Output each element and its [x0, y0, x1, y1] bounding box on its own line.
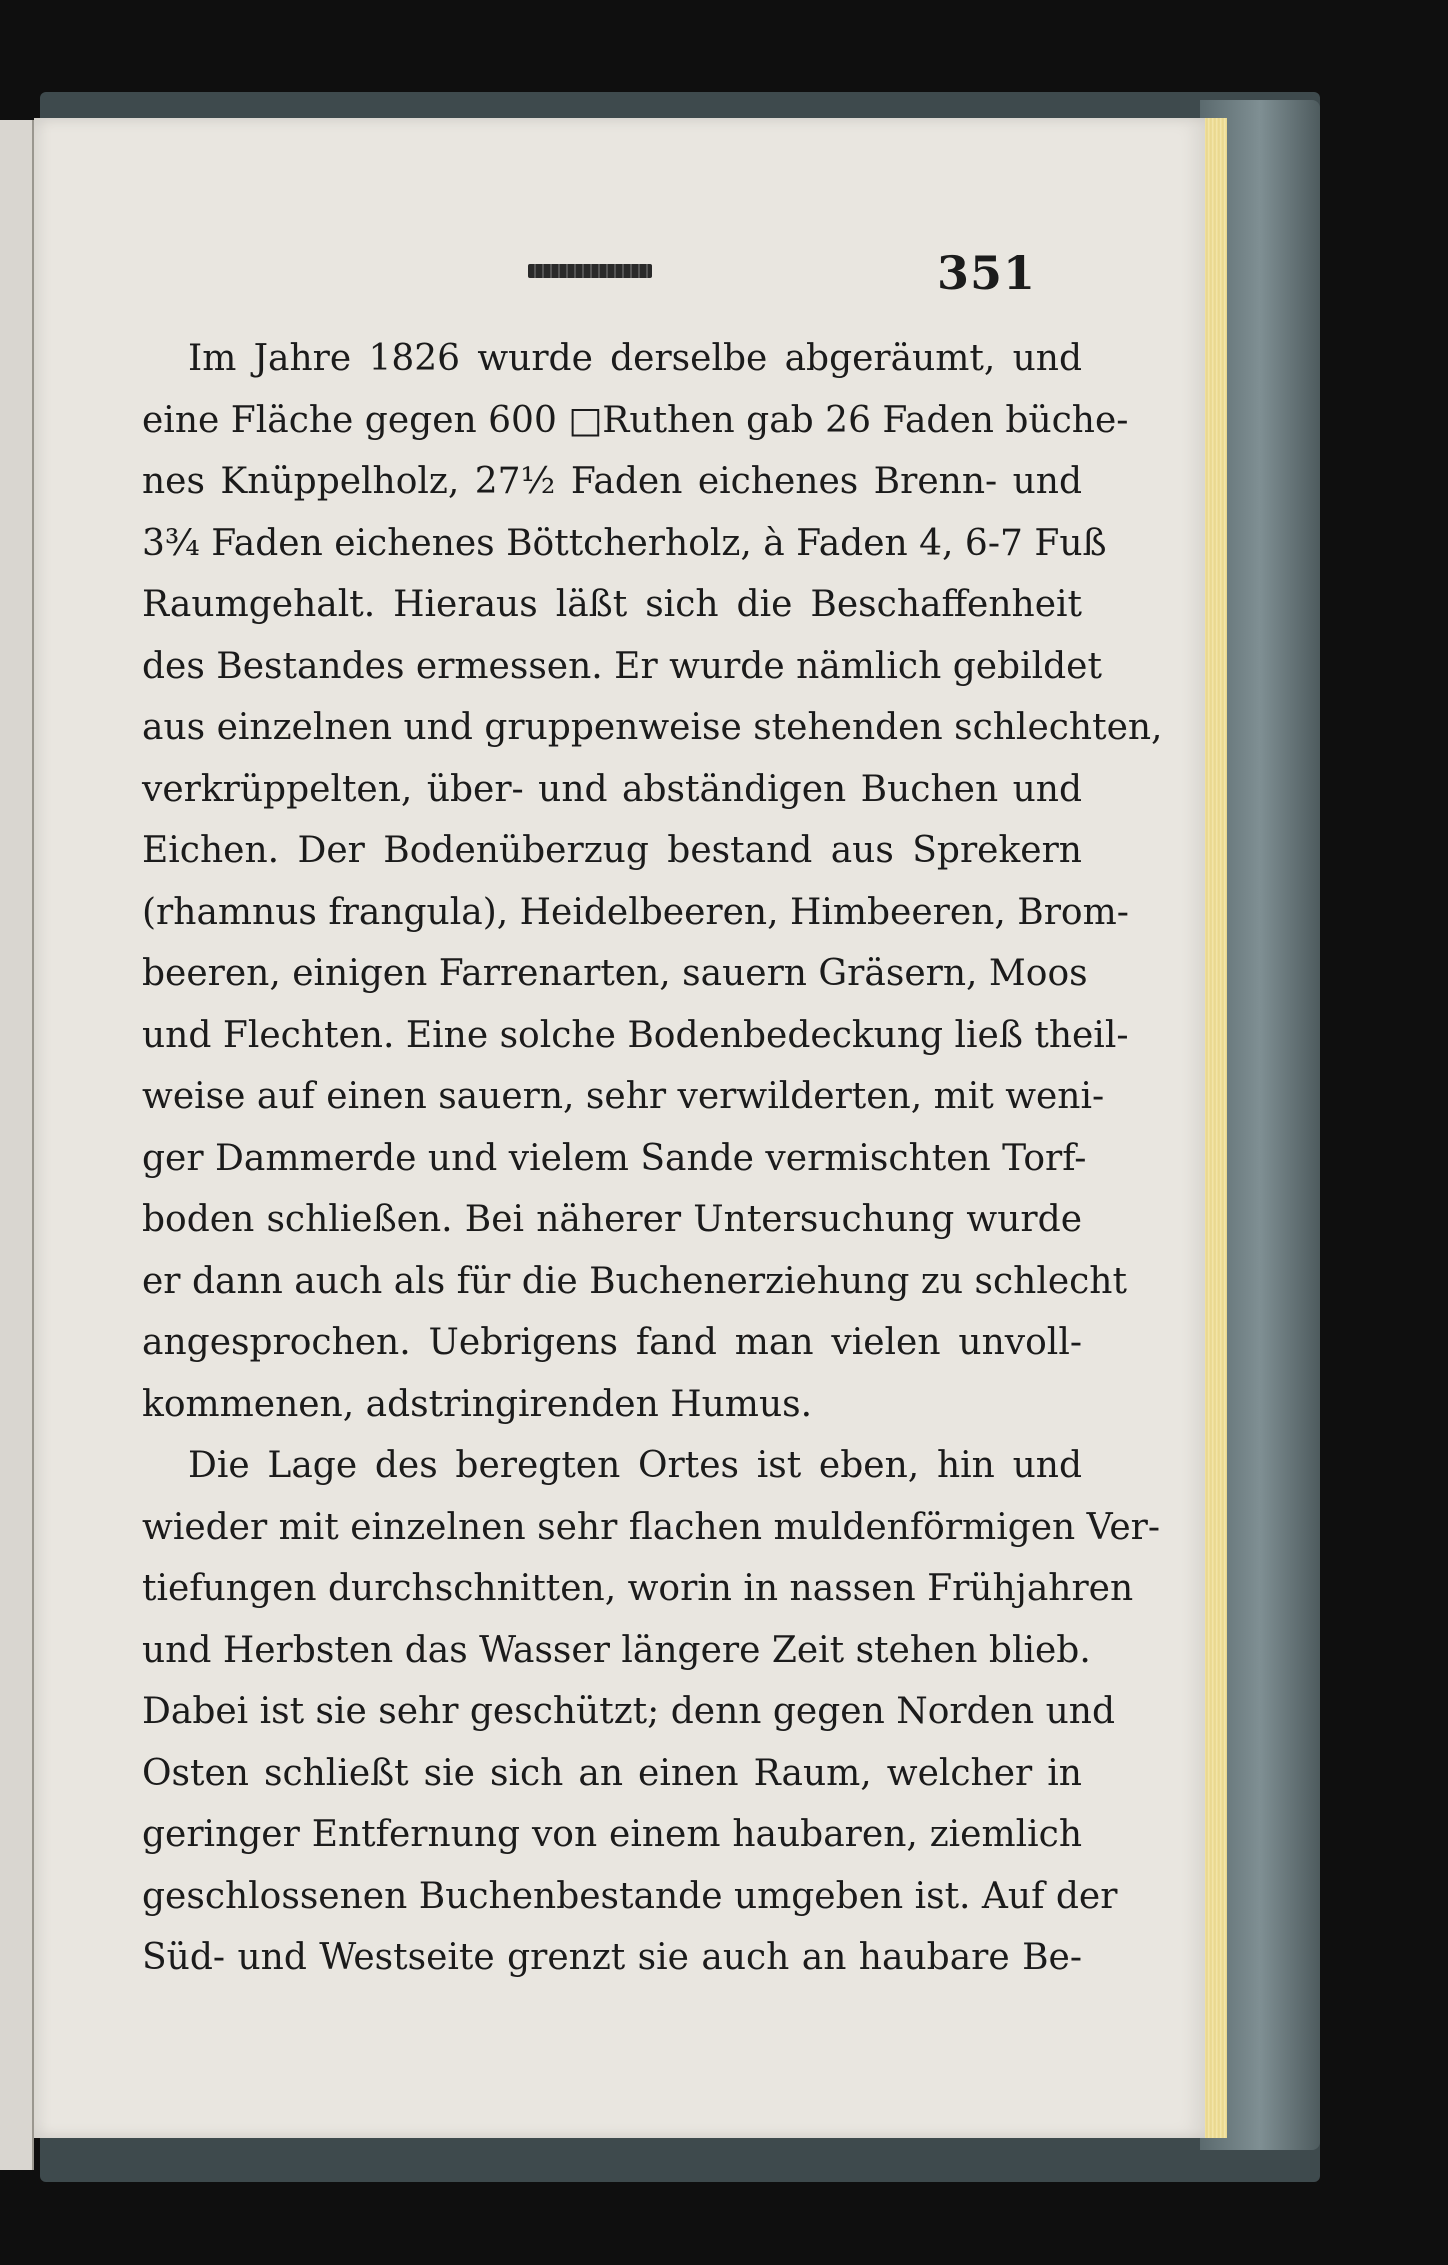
- page-number: 351: [936, 246, 1036, 300]
- text-line: Im Jahre 1826 wurde derselbe abgeräumt, und: [188, 338, 1082, 379]
- text-line: geringer Entfernung von einem haubaren, ziemlich: [142, 1814, 1082, 1855]
- book-page: [34, 118, 1206, 2138]
- page-text: [142, 328, 1163, 1989]
- text-line: eine Fläche gegen 600 □Ruthen gab 26 Faden büche-: [142, 399, 1129, 441]
- text-line: Dabei ist sie sehr geschützt; denn gegen Norden und: [142, 1691, 1115, 1732]
- text-line: Süd- und Westseite grenzt sie auch an haubare Be-: [142, 1937, 1082, 1978]
- text-line: ger Dammerde und vielem Sande vermischten Torf-: [142, 1137, 1087, 1179]
- text-line: und Flechten. Eine solche Bodenbedeckung ließ theil-: [142, 1014, 1129, 1056]
- text-line: 3¾ Faden eichenes Böttcherholz, à Faden 4, 6-7 Fuß: [142, 522, 1107, 564]
- text-line: geschlossenen Buchenbestande umgeben ist. Auf der: [142, 1875, 1118, 1917]
- text-line: wieder mit einzelnen sehr flachen muldenförmigen Ver-: [142, 1506, 1161, 1548]
- text-line: und Herbsten das Wasser längere Zeit stehen blieb.: [142, 1629, 1091, 1671]
- text-line: beeren, einigen Farrenarten, sauern Gräsern, Moos: [142, 953, 1088, 994]
- text-line: verkrüppelten, über- und abständigen Buchen und: [142, 768, 1082, 810]
- text-line: Die Lage des beregten Ortes ist eben, hin und: [188, 1445, 1082, 1486]
- text-line: tiefungen durchschnitten, worin in nassen Frühjahren: [142, 1568, 1134, 1609]
- text-line: angesprochen. Uebrigens fand man vielen unvoll-: [142, 1322, 1082, 1363]
- text-line: boden schließen. Bei näherer Untersuchung wurde: [142, 1199, 1082, 1240]
- text-line: er dann auch als für die Buchenerziehung zu schlecht: [142, 1260, 1127, 1302]
- paragraph-2: [142, 1435, 1161, 1989]
- text-line: nes Knüppelholz, 27½ Faden eichenes Brenn- und: [142, 461, 1082, 502]
- text-line: kommenen, adstringirenden Humus.: [142, 1383, 813, 1425]
- text-line: Raumgehalt. Hieraus läßt sich die Beschaffenheit: [142, 584, 1082, 625]
- page-edges: [1205, 118, 1227, 2138]
- header-ornament: [528, 264, 652, 278]
- text-line: des Bestandes ermessen. Er wurde nämlich gebildet: [142, 645, 1102, 687]
- text-line: (rhamnus frangula), Heidelbeeren, Himbeeren, Brom-: [142, 891, 1129, 933]
- text-line: Osten schließt sie sich an einen Raum, welcher in: [142, 1752, 1082, 1794]
- paragraph-1: [142, 328, 1163, 1435]
- left-page-edge: [0, 120, 34, 2170]
- text-line: aus einzelnen und gruppenweise stehenden schlechten,: [142, 707, 1163, 748]
- text-line: weise auf einen sauern, sehr verwilderten, mit weni-: [142, 1076, 1105, 1117]
- text-line: Eichen. Der Bodenüberzug bestand aus Sprekern: [142, 830, 1082, 871]
